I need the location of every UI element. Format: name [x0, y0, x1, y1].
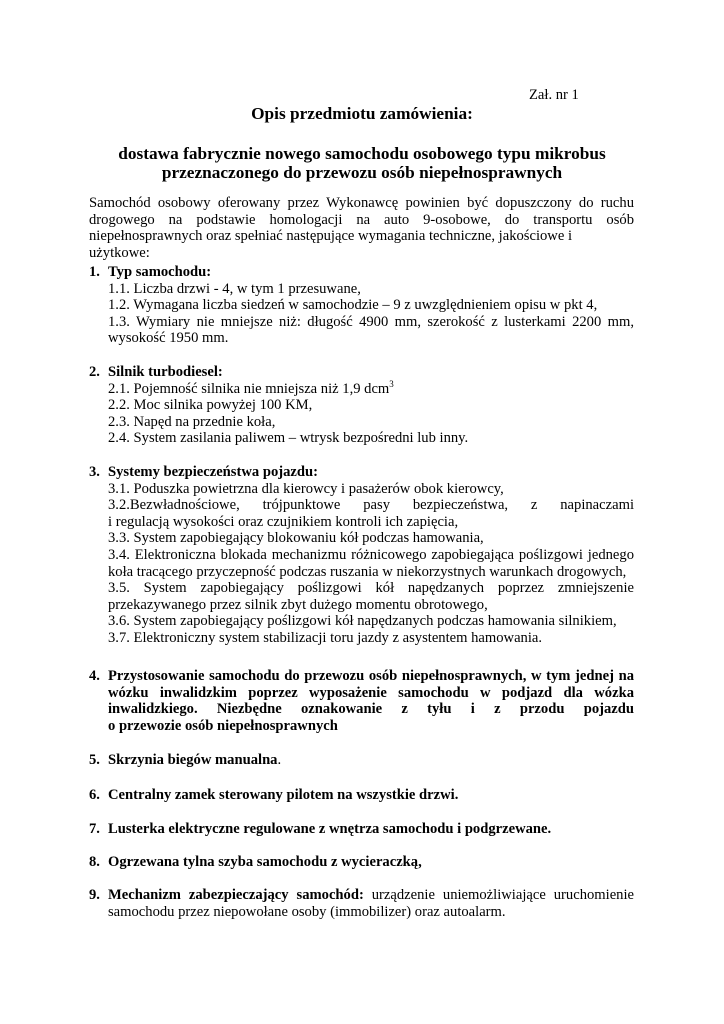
- intro-line: Samochód osobowy oferowany przez Wykonawcę powinien być dopuszczony do ruchu: [89, 195, 634, 211]
- section-text-bold: Mechanizm zabezpieczający samochód:: [108, 887, 364, 903]
- document-subtitle-line-1: dostawa fabrycznie nowego samochodu osobowego typu mikrobus: [118, 144, 606, 163]
- section-text: Lusterka elektryczne regulowane z wnętrza samochodu i podgrzewane.: [108, 821, 552, 837]
- section-item: przekazywanego przez silnik zbyt dużego momentu obrotowego,: [108, 596, 488, 613]
- section-heading: Typ samochodu:: [108, 264, 212, 280]
- section-5: [89, 752, 634, 769]
- section-text-line: Przystosowanie samochodu do przewozu osób niepełnosprawnych, w tym jednej na: [108, 668, 634, 684]
- section-7: [89, 821, 634, 838]
- section-text-line: inwalidzkiego. Niezbędne oznakowanie z tyłu i z przodu pojazdu: [108, 701, 634, 718]
- section-number: 7.: [89, 821, 100, 837]
- section-9: [89, 887, 634, 920]
- annex-label: Zał. nr 1: [529, 87, 579, 103]
- section-text-suffix: .: [277, 752, 282, 768]
- section-3: [89, 464, 634, 647]
- section-item: 3.1. Poduszka powietrzna dla kierowcy i pasażerów obok kierowcy,: [108, 480, 504, 497]
- document-subtitle-line-2: przeznaczonego do przewozu osób niepełnosprawnych: [161, 163, 563, 182]
- section-4: [89, 668, 634, 734]
- section-number: 6.: [89, 787, 100, 803]
- section-item: 3.2.Bezwładnościowe, trójpunktowe pasy bezpieczeństwa, z napinaczami: [108, 497, 634, 514]
- section-item: koła tracącego przyczepność podczas ruszania w niekorzystnych warunkach drogowych,: [108, 563, 627, 580]
- engine-capacity-text: 2.1. Pojemność silnika nie mniejsza niż 1,9 dcm: [108, 380, 390, 397]
- section-6: [89, 787, 634, 804]
- section-item: 2.4. System zasilania paliwem – wtrysk bezpośredni lub inny.: [108, 430, 469, 447]
- section-number: 3.: [89, 464, 100, 480]
- section-text: Ogrzewana tylna szyba samochodu z wycieraczką,: [108, 854, 422, 870]
- section-number: 2.: [89, 364, 100, 380]
- section-text: Skrzynia biegów manualna: [108, 752, 278, 768]
- section-item: [108, 378, 634, 398]
- section-text-line: samochodu przez niepowołane osoby (immobilizer) oraz autoalarm.: [108, 903, 506, 920]
- section-item: 1.3. Wymiary nie mniejsze niż: długość 4900 mm, szerokość z lusterkami 2200 mm,: [108, 313, 634, 330]
- section-heading: Silnik turbodiesel:: [108, 364, 223, 380]
- section-number: 5.: [89, 752, 100, 768]
- section-number: 4.: [89, 668, 100, 684]
- section-item: 3.3. System zapobiegający blokowaniu kół podczas hamowania,: [108, 530, 484, 547]
- document-title: Opis przedmiotu zamówienia:: [251, 104, 473, 123]
- intro-line: drogowego na podstawie homologacji na auto 9-osobowe, do transportu osób: [89, 211, 634, 228]
- section-item: wysokość 1950 mm.: [108, 330, 229, 347]
- section-item: 3.4. Elektroniczna blokada mechanizmu różnicowego zapobiegająca poślizgowi jednego: [108, 546, 634, 563]
- section-number: 8.: [89, 854, 100, 870]
- section-item: 3.6. System zapobiegający poślizgowi kół napędzanych podczas hamowania silnikiem,: [108, 613, 617, 630]
- section-1: [89, 264, 634, 347]
- section-text-line: o przewozie osób niepełnosprawnych: [108, 717, 338, 734]
- section-number: 9.: [89, 887, 100, 903]
- section-text-rest: urządzenie uniemożliwiające uruchomienie: [363, 887, 634, 903]
- intro-paragraph: [89, 195, 634, 261]
- section-8: [89, 854, 634, 871]
- intro-line: niepełnosprawnych oraz spełniać następujące wymagania techniczne, jakościowe i użytkowe:: [89, 228, 573, 261]
- section-item: 2.2. Moc silnika powyżej 100 KM,: [108, 397, 313, 414]
- section-number: 1.: [89, 264, 100, 280]
- section-text-line: [108, 887, 634, 904]
- section-heading: Systemy bezpieczeństwa pojazdu:: [108, 464, 318, 480]
- section-text: Centralny zamek sterowany pilotem na wszystkie drzwi.: [108, 787, 459, 803]
- superscript-3: 3: [389, 378, 394, 389]
- section-item: 2.3. Napęd na przednie koła,: [108, 413, 276, 430]
- section-text-line: wózku inwalidzkim poprzez wyposażenie samochodu w podjazd dla wózka: [108, 684, 634, 701]
- section-item: i regulacją wysokości oraz czujnikiem kontroli ich zapięcia,: [108, 513, 459, 530]
- section-item: 1.1. Liczba drzwi - 4, w tym 1 przesuwane,: [108, 280, 361, 297]
- section-item: 3.7. Elektroniczny system stabilizacji toru jazdy z asystentem hamowania.: [108, 629, 543, 646]
- section-item: 3.5. System zapobiegający poślizgowi kół napędzanych poprzez zmniejszenie: [108, 580, 634, 597]
- section-item: 1.2. Wymagana liczba siedzeń w samochodzie – 9 z uwzględnieniem opisu w pkt 4,: [108, 297, 598, 314]
- section-2: [89, 364, 634, 447]
